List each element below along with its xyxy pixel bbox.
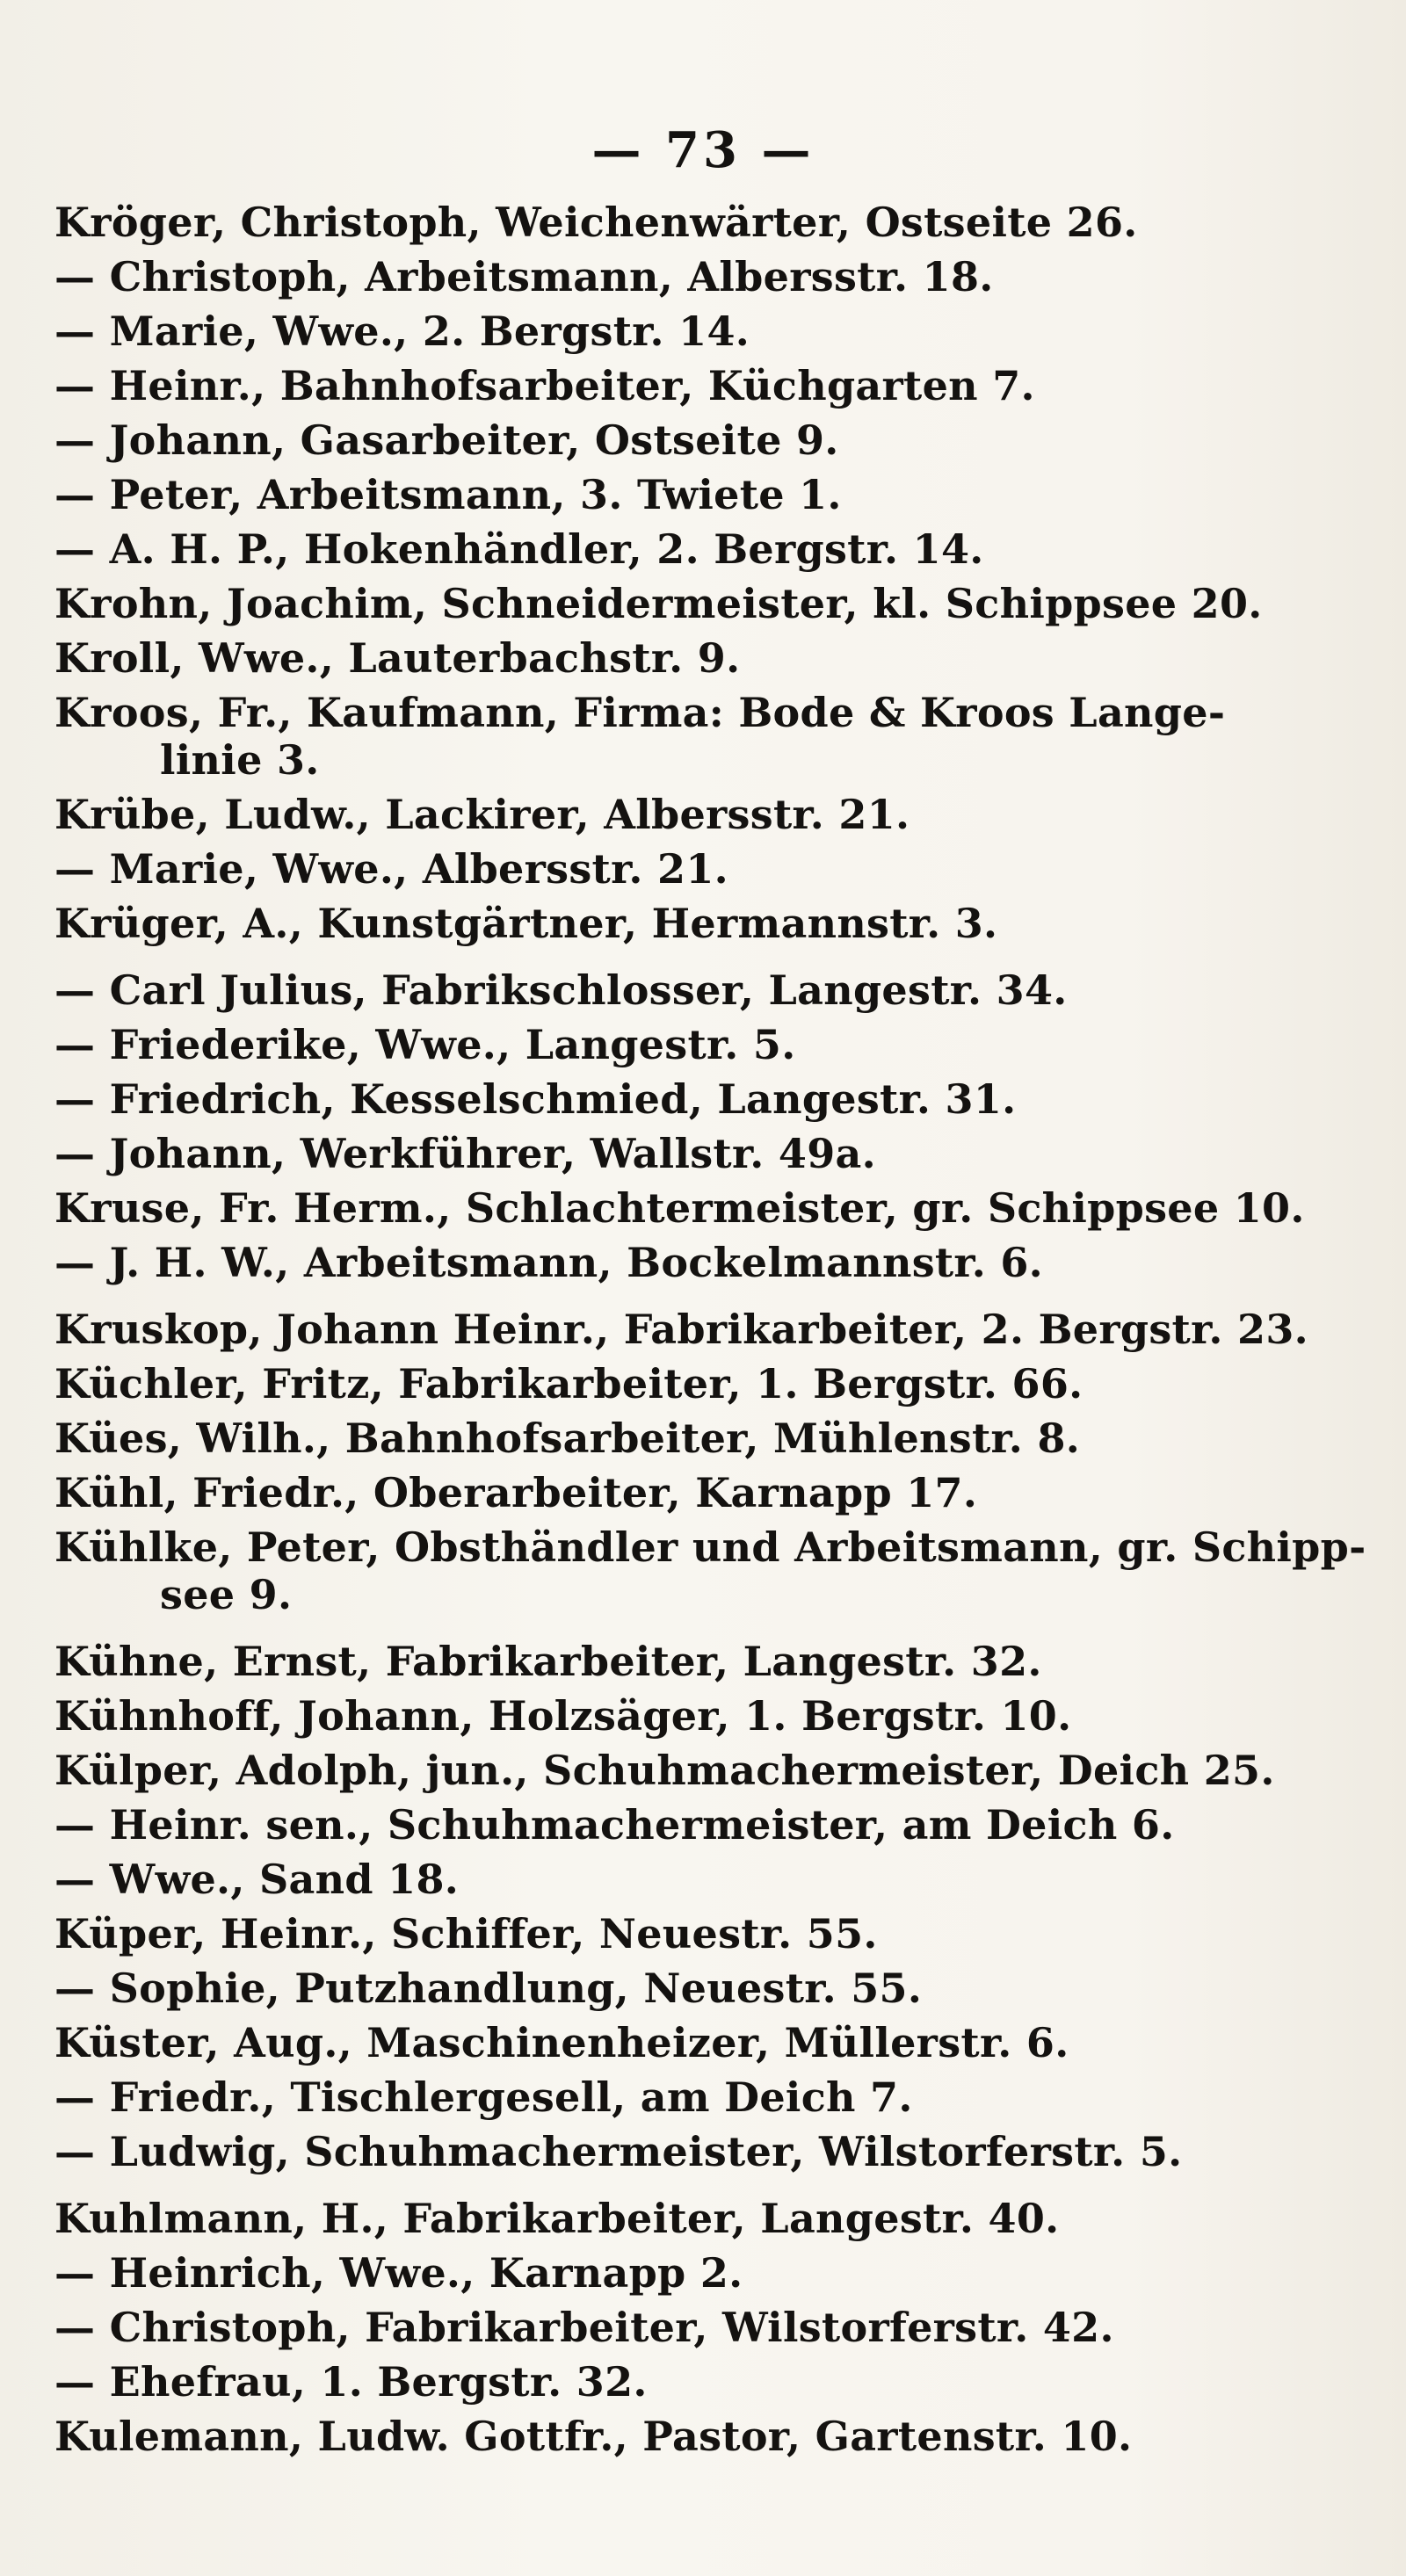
directory-entry: Kröger, Christoph, Weichenwärter, Ostseite 26.: [54, 199, 1138, 246]
bleed-line: [1265, 1634, 1406, 1689]
bleed-line: [1265, 54, 1406, 109]
bleed-line: [1265, 381, 1406, 436]
directory-entry: — Sophie, Putzhandlung, Neuestr. 55.: [54, 1965, 923, 2012]
bleed-through: [1265, 0, 1406, 2576]
directory-entry: — J. H. W., Arbeitsmann, Bockelmannstr. 6.: [54, 1239, 1043, 1286]
bleed-line: [1265, 1743, 1406, 1798]
directory-entry: Kruse, Fr. Herm., Schlachtermeister, gr. Schippsee 10.: [54, 1184, 1305, 1232]
bleed-line: [1265, 2288, 1406, 2342]
directory-entry: — Christoph, Arbeitsmann, Albersstr. 18.: [54, 253, 994, 300]
page-number: — 73 —: [591, 121, 815, 179]
entry-continuation: linie 3.: [160, 736, 320, 784]
bleed-line: [1265, 436, 1406, 490]
directory-entry: Kühl, Friedr., Oberarbeiter, Karnapp 17.: [54, 1469, 978, 1516]
bleed-line: [1265, 1362, 1406, 1416]
directory-entry: — Carl Julius, Fabrikschlosser, Langestr. 34.: [54, 966, 1068, 1014]
bleed-line: [1265, 1089, 1406, 1144]
directory-entry: — A. H. P., Hokenhändler, 2. Bergstr. 14.: [54, 525, 984, 573]
directory-entry: Krohn, Joachim, Schneidermeister, kl. Schippsee 20.: [54, 580, 1263, 627]
directory-entry: — Marie, Wwe., 2. Bergstr. 14.: [54, 308, 750, 355]
directory-entries: [54, 195, 1366, 2464]
directory-entry: — Wwe., Sand 18.: [54, 1856, 460, 1903]
directory-entry: Küster, Aug., Maschinenheizer, Müllerstr. 6.: [54, 2019, 1069, 2066]
directory-entry: Kroll, Wwe., Lauterbachstr. 9.: [54, 634, 741, 682]
directory-entry: Kües, Wilh., Bahnhofsarbeiter, Mühlenstr. 8.: [54, 1415, 1081, 1462]
directory-entry: Külper, Adolph, jun., Schuhmachermeister, Deich 25.: [54, 1747, 1275, 1794]
directory-entry: — Ludwig, Schuhmachermeister, Wilstorferstr. 5.: [54, 2128, 1183, 2175]
bleed-line: [1265, 926, 1406, 980]
bleed-line: [1265, 1689, 1406, 1743]
bleed-line: [1265, 1961, 1406, 2015]
directory-entry: — Peter, Arbeitsmann, 3. Twiete 1.: [54, 471, 842, 518]
directory-entry: Küper, Heinr., Schiffer, Neuestr. 55.: [54, 1910, 878, 1957]
bleed-line: [1265, 2342, 1406, 2397]
directory-entry: Küchler, Fritz, Fabrikarbeiter, 1. Bergstr. 66.: [54, 1360, 1083, 1407]
bleed-line: [1265, 1798, 1406, 1852]
directory-entry: Kühnhoff, Johann, Holzsäger, 1. Bergstr. 10.: [54, 1692, 1072, 1740]
directory-entry: — Christoph, Fabrikarbeiter, Wilstorferstr. 42.: [54, 2304, 1114, 2351]
directory-entry: — Johann, Gasarbeiter, Ostseite 9.: [54, 416, 839, 464]
bleed-line: [1265, 327, 1406, 381]
bleed-line: [1265, 272, 1406, 327]
bleed-line: [1265, 2124, 1406, 2179]
bleed-line: [1265, 708, 1406, 763]
bleed-line: [1265, 1471, 1406, 1525]
directory-entry: Krüger, A., Kunstgärtner, Hermannstr. 3.: [54, 900, 998, 947]
bleed-line: [1265, 545, 1406, 599]
directory-entry: Kuhlmann, H., Fabrikarbeiter, Langestr. 40.: [54, 2195, 1060, 2242]
bleed-line: [1265, 2179, 1406, 2233]
directory-entry: — Johann, Werkführer, Wallstr. 49a.: [54, 1130, 876, 1177]
directory-entry: Kroos, Fr., Kaufmann, Firma: Bode & Kroos Lange-: [54, 689, 1226, 736]
bleed-line: [1265, 817, 1406, 872]
bleed-line: [1265, 2070, 1406, 2124]
bleed-line: [1265, 1035, 1406, 1089]
directory-entry: — Friedr., Tischlergesell, am Deich 7.: [54, 2073, 913, 2121]
directory-entry: Kühne, Ernst, Fabrikarbeiter, Langestr. 32.: [54, 1638, 1042, 1685]
bleed-line: [1265, 2233, 1406, 2288]
bleed-line: [1265, 654, 1406, 708]
bleed-line: [1265, 0, 1406, 54]
directory-entry: Kulemann, Ludw. Gottfr., Pastor, Gartenstr. 10.: [54, 2413, 1133, 2460]
bleed-line: [1265, 1416, 1406, 1471]
directory-entry: — Friederike, Wwe., Langestr. 5.: [54, 1021, 796, 1068]
directory-entry: — Friedrich, Kesselschmied, Langestr. 31.: [54, 1075, 1017, 1123]
directory-entry: Kühlke, Peter, Obsthändler und Arbeitsmann, gr. Schipp-: [54, 1523, 1366, 1571]
directory-entry: — Heinr., Bahnhofsarbeiter, Küchgarten 7.: [54, 362, 1035, 409]
bleed-line: [1265, 872, 1406, 926]
bleed-line: [1265, 980, 1406, 1035]
bleed-line: [1265, 1907, 1406, 1961]
bleed-line: [1265, 1852, 1406, 1907]
bleed-line: [1265, 599, 1406, 654]
bleed-line: [1265, 2015, 1406, 2070]
directory-entry: — Heinrich, Wwe., Karnapp 2.: [54, 2249, 743, 2297]
directory-entry: — Marie, Wwe., Albersstr. 21.: [54, 845, 728, 893]
bleed-line: [1265, 218, 1406, 272]
directory-entry: Krübe, Ludw., Lackirer, Albersstr. 21.: [54, 791, 910, 838]
bleed-line: [1265, 763, 1406, 817]
directory-entry: — Heinr. sen., Schuhmachermeister, am Deich 6.: [54, 1801, 1175, 1849]
entry-continuation: see 9.: [160, 1571, 293, 1618]
directory-entry: — Ehefrau, 1. Bergstr. 32.: [54, 2358, 648, 2406]
bleed-line: [1265, 490, 1406, 545]
directory-entry: Kruskop, Johann Heinr., Fabrikarbeiter, 2. Bergstr. 23.: [54, 1306, 1308, 1353]
bleed-line: [1265, 1580, 1406, 1634]
bleed-line: [1265, 1253, 1406, 1307]
